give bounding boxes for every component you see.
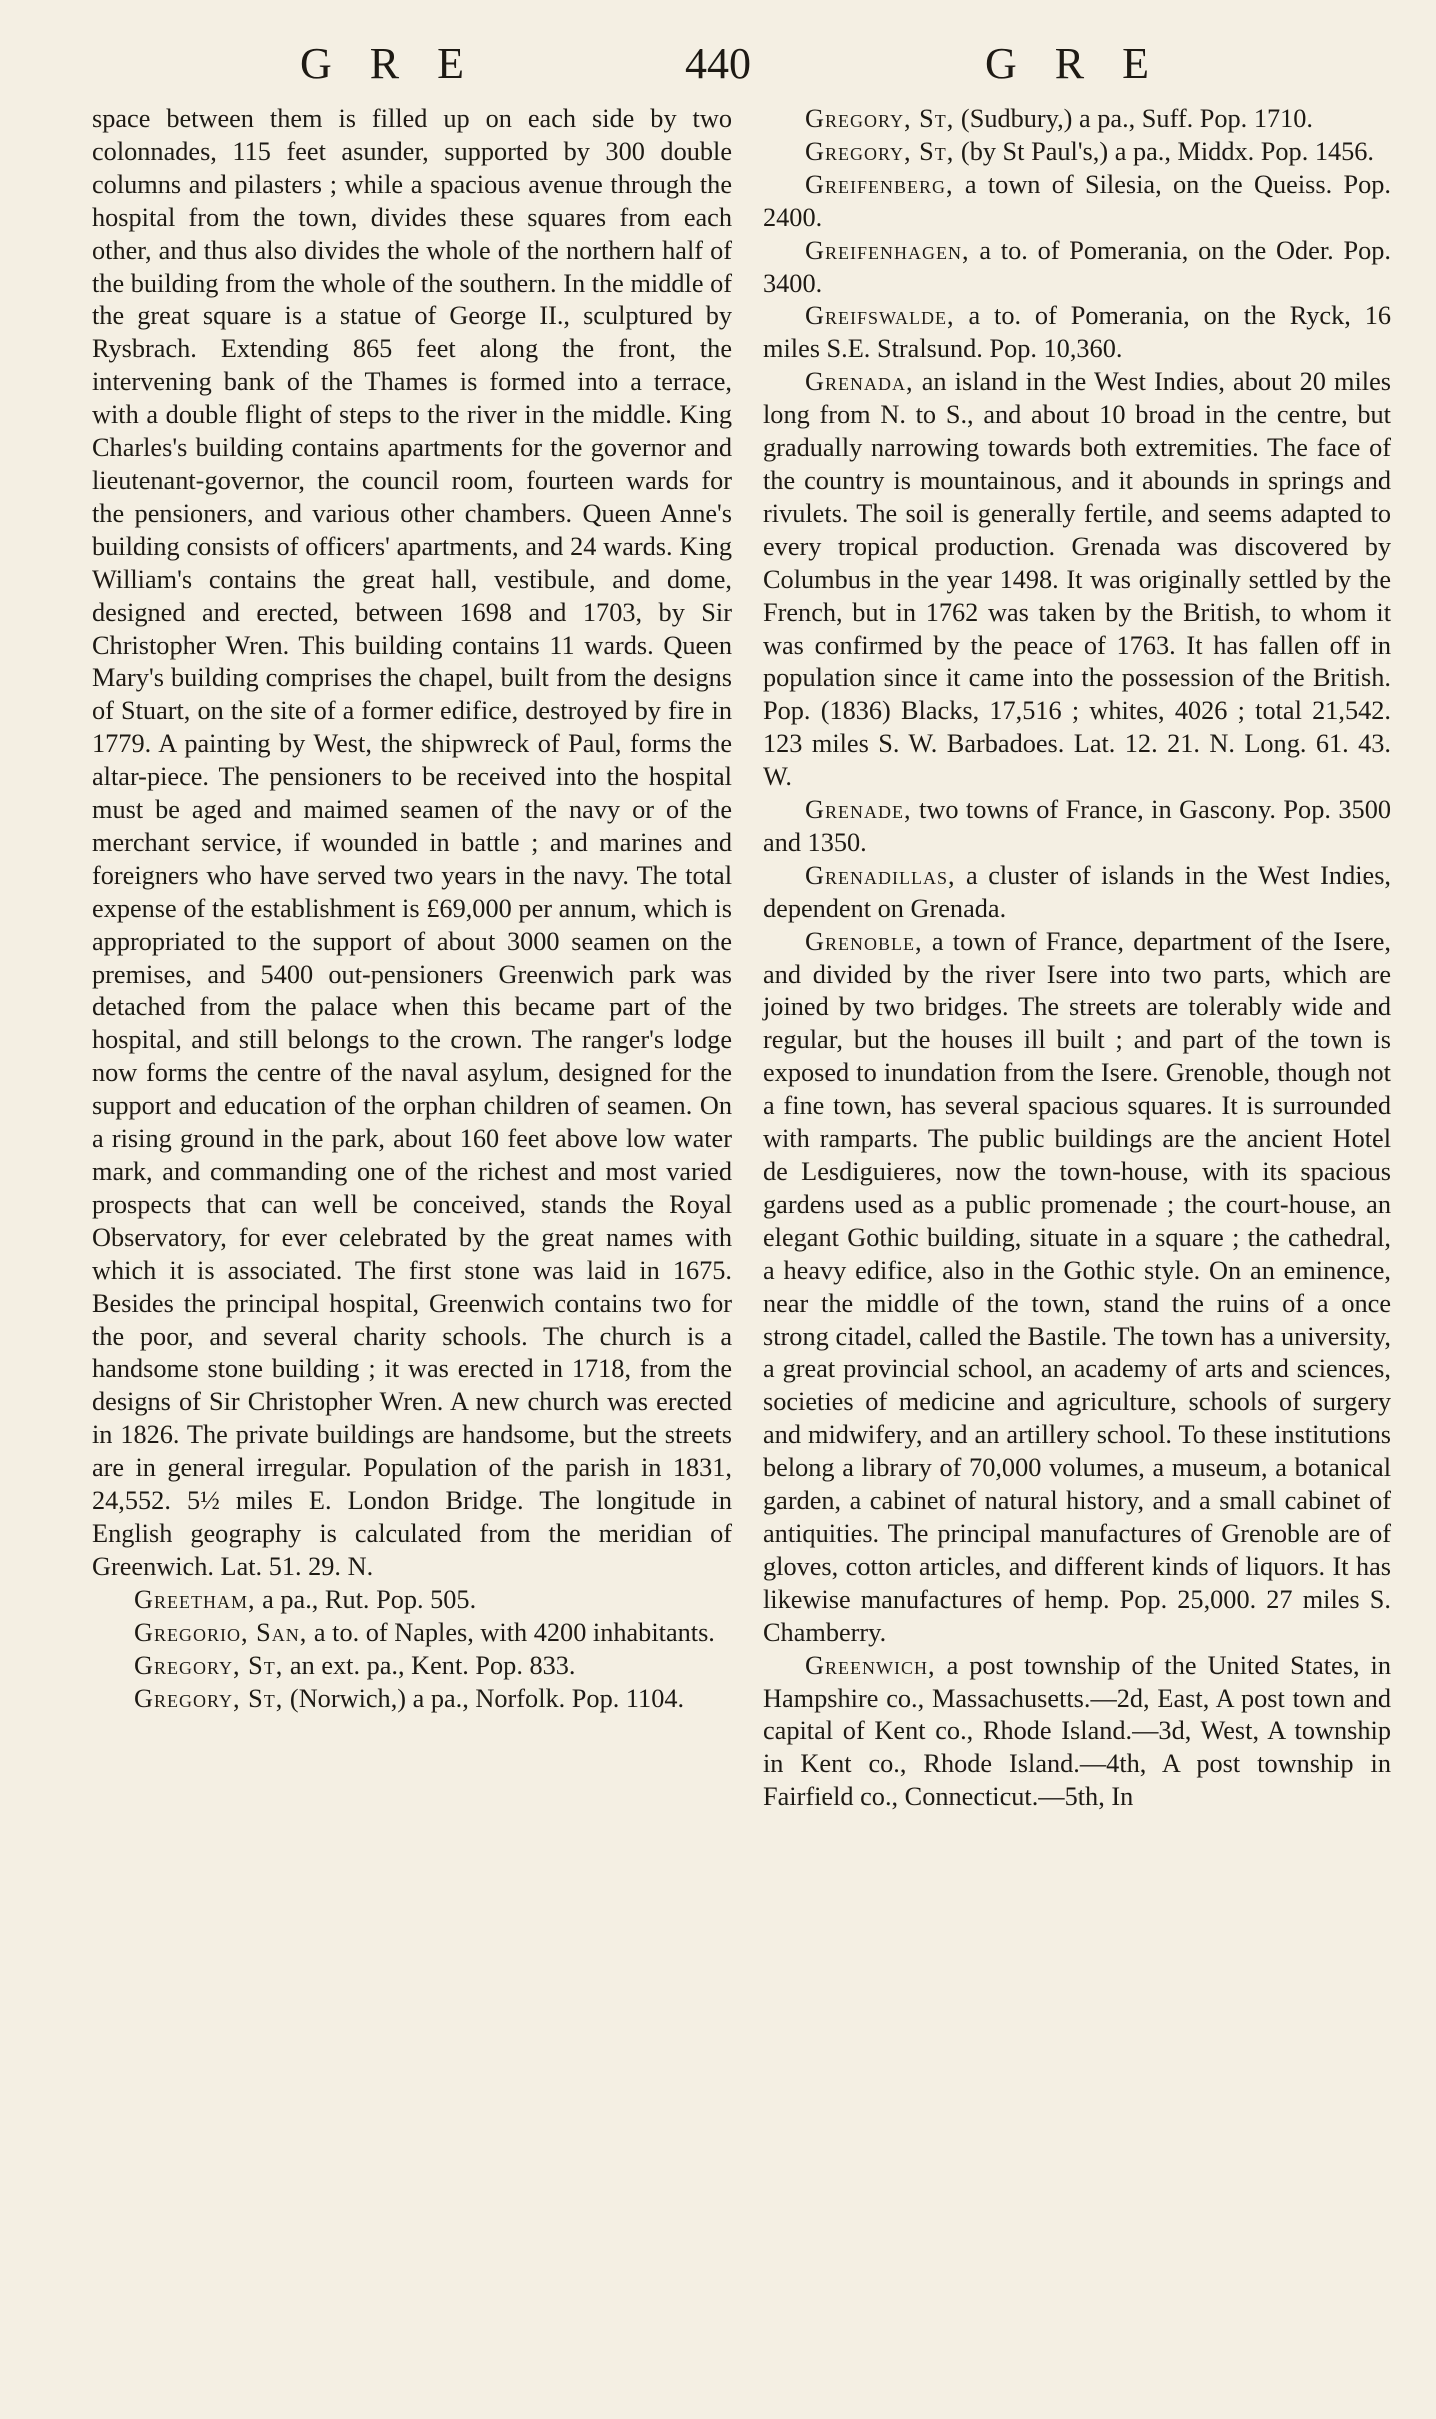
entry-headword: Greetham, (134, 1584, 256, 1614)
entry-headword: Gregory, St, (805, 104, 955, 133)
entry-text: a town of France, department of the Isere, and divided by the river Isere into two parts, which are joined by two bridges. The streets are tolerably wide and regular, but the houses ill built ; and part of the town is exposed to inundation from the Isere. Grenoble, though not a fine town, has several spacious squares. It is surrounded with ramparts. The public buildings are the ancient Hotel de Lesdiguieres, now the town-house, with its spacious gardens used as a public promenade ; the court-house, an elegant Gothic building, situate in a square ; the cathedral, a heavy edifice, also in the Gothic style. On an eminence, near the middle of the town, stand the ruins of a once strong citadel, called the Bastile. The town has a university, a great provincial school, an academy of arts and sciences, societies of medicine and agriculture, schools of surgery and midwifery, and an artillery school. To these institutions belong a library of 70,000 volumes, a museum, a botanical garden, a cabinet of natural history, and a small cabinet of antiquities. The principal manufactures of Grenoble are of gloves, cotton articles, and different kinds of liquors. It has likewise manufactures of hemp. Pop. 25,000. 27 miles S. Chamberry. (763, 926, 1391, 1647)
entry-headword: Greenwich, (805, 1650, 936, 1680)
entry-headword: Gregory, St, (805, 136, 955, 166)
gazetteer-entry (92, 1584, 732, 1617)
entry-headword: Grenada, (805, 367, 914, 397)
gazetteer-entry (763, 926, 1391, 1650)
entry-headword: Greifenhagen, (805, 235, 970, 265)
gazetteer-entry (763, 300, 1391, 366)
entry-headword: Grenadillas, (805, 860, 956, 890)
entry-text: a town of Silesia, on the Queiss. Pop. 2400. (763, 169, 1391, 232)
header-left-guide-word: GRE (300, 39, 502, 88)
gazetteer-entry (92, 1650, 732, 1683)
entry-text: (by St Paul's,) a pa., Middx. Pop. 1456. (954, 136, 1375, 166)
entry-headword: Greifenberg, (805, 169, 954, 199)
gazetteer-entry (763, 794, 1391, 860)
continued-entry-text: space between them is filled up on each side by two colonnades, 115 feet asunder, supported by 300 double columns and pilasters ; while a spacious avenue through the hospital from the town, divides these squares from each other, and thus also divides the whole of the northern half of the building from the whole of the southern. In the middle of the great square is a statue of George II., sculptured by Rysbrach. Extending 865 feet along the front, the intervening bank of the Thames is formed into a terrace, with a double flight of steps to the river in the middle. King Charles's building contains apartments for the governor and lieutenant-governor, the council room, fourteen wards for the pensioners, and various other chambers. Queen Anne's building consists of officers' apartments, and 24 wards. King William's contains the great hall, vestibule, and dome, designed and erected, between 1698 and 1703, by Sir Christopher Wren. This building contains 11 wards. Queen Mary's building comprises the chapel, built from the designs of Stuart, on the site of a former edifice, destroyed by fire in 1779. A painting by West, the shipwreck of Paul, forms the altar-piece. The pensioners to be received into the hospital must be aged and maimed seamen of the navy or of the merchant service, if wounded in battle ; and marines and foreigners who have served two years in the navy. The total expense of the establishment is £69,000 per annum, which is appropriated to the support of about 3000 seamen on the premises, and 5400 out-pensioners Greenwich park was detached from the palace when this became part of the hospital, and still belongs to the crown. The ranger's lodge now forms the centre of the naval asylum, designed for the support and education of the orphan children of seamen. On a rising ground in the park, about 160 feet above low water mark, and commanding one of the richest and most varied prospects that can well be conceived, stands the Royal Observatory, for ever celebrated by the great names with which it is associated. The first stone was laid in 1675. Besides the principal hospital, Greenwich contains two for the poor, and several charity schools. The church is a handsome stone building ; it was erected in 1718, from the designs of Sir Christopher Wren. A new church was erected in 1826. The private buildings are handsome, but the streets are in general irregular. Population of the parish in 1831, 24,552. 5½ miles E. London Bridge. The longitude in English geography is calculated from the meridian of Greenwich. Lat. 51. 29. N. (92, 104, 732, 1581)
entry-headword: Gregory, St, (134, 1650, 284, 1680)
entry-text: (Norwich,) a pa., Norfolk. Pop. 1104. (283, 1683, 685, 1713)
entry-text: two towns of France, in Gascony. Pop. 3500 and 1350. (763, 795, 1391, 857)
entry-headword: Gregorio, San, (134, 1617, 308, 1647)
gazetteer-entry (763, 860, 1391, 926)
gazetteer-entry (92, 1683, 732, 1716)
gazetteer-entry (763, 235, 1391, 301)
gazetteer-entry (763, 136, 1391, 169)
gazetteer-entry (763, 1650, 1391, 1815)
entry-text: a to. of Pomerania, on the Ryck, 16 miles S.E. Stralsund. Pop. 10,360. (763, 301, 1391, 364)
entry-text: a cluster of islands in the West Indies, dependent on Grenada. (763, 860, 1391, 923)
entry-text: a to. of Naples, with 4200 inhabitants. (307, 1617, 715, 1647)
entry-headword: Grenoble, (805, 926, 923, 956)
running-header (0, 38, 1436, 98)
gazetteer-entry (763, 103, 1391, 136)
entry-text: an ext. pa., Kent. Pop. 833. (283, 1650, 576, 1680)
entry-text: a to. of Pomerania, on the Oder. Pop. 3400. (763, 235, 1391, 298)
entry-headword: Gregory, St, (134, 1683, 284, 1713)
entry-headword: Greifswalde, (805, 301, 955, 331)
page-number: 440 (685, 39, 751, 88)
gazetteer-entry (763, 169, 1391, 235)
gazetteer-entry (763, 366, 1391, 794)
entry-text: a post township of the United States, in Hampshire co., Massachusetts.—2d, East, A post town and capital of Kent co., Rhode Island.—3d, West, A township in Kent co., Rhode Island.—4th, A post township in Fairfield co., Connecticut.—5th, In (763, 1650, 1391, 1812)
entry-headword: Grenade, (805, 795, 912, 825)
entry-text: a pa., Rut. Pop. 505. (255, 1584, 477, 1614)
left-column (92, 103, 732, 1715)
entry-text: (Sudbury,) a pa., Suff. Pop. 1710. (954, 104, 1314, 133)
right-column (763, 103, 1391, 1814)
header-right-guide-word: GRE (985, 39, 1187, 88)
entry-text: an island in the West Indies, about 20 miles long from N. to S., and about 10 broad in the centre, but gradually narrowing towards both extremities. The face of the country is mountainous, and it abounds in springs and rivulets. The soil is generally fertile, and seems adapted to every tropical production. Grenada was discovered by Columbus in the year 1498. It was originally settled by the French, but in 1762 was taken by the British, to whom it was confirmed by the peace of 1763. It has fallen off in population since it came into the possession of the British. Pop. (1836) Blacks, 17,516 ; whites, 4026 ; total 21,542. 123 miles S. W. Barbadoes. Lat. 12. 21. N. Long. 61. 43. W. (763, 367, 1391, 792)
gazetteer-entry (92, 1617, 732, 1650)
